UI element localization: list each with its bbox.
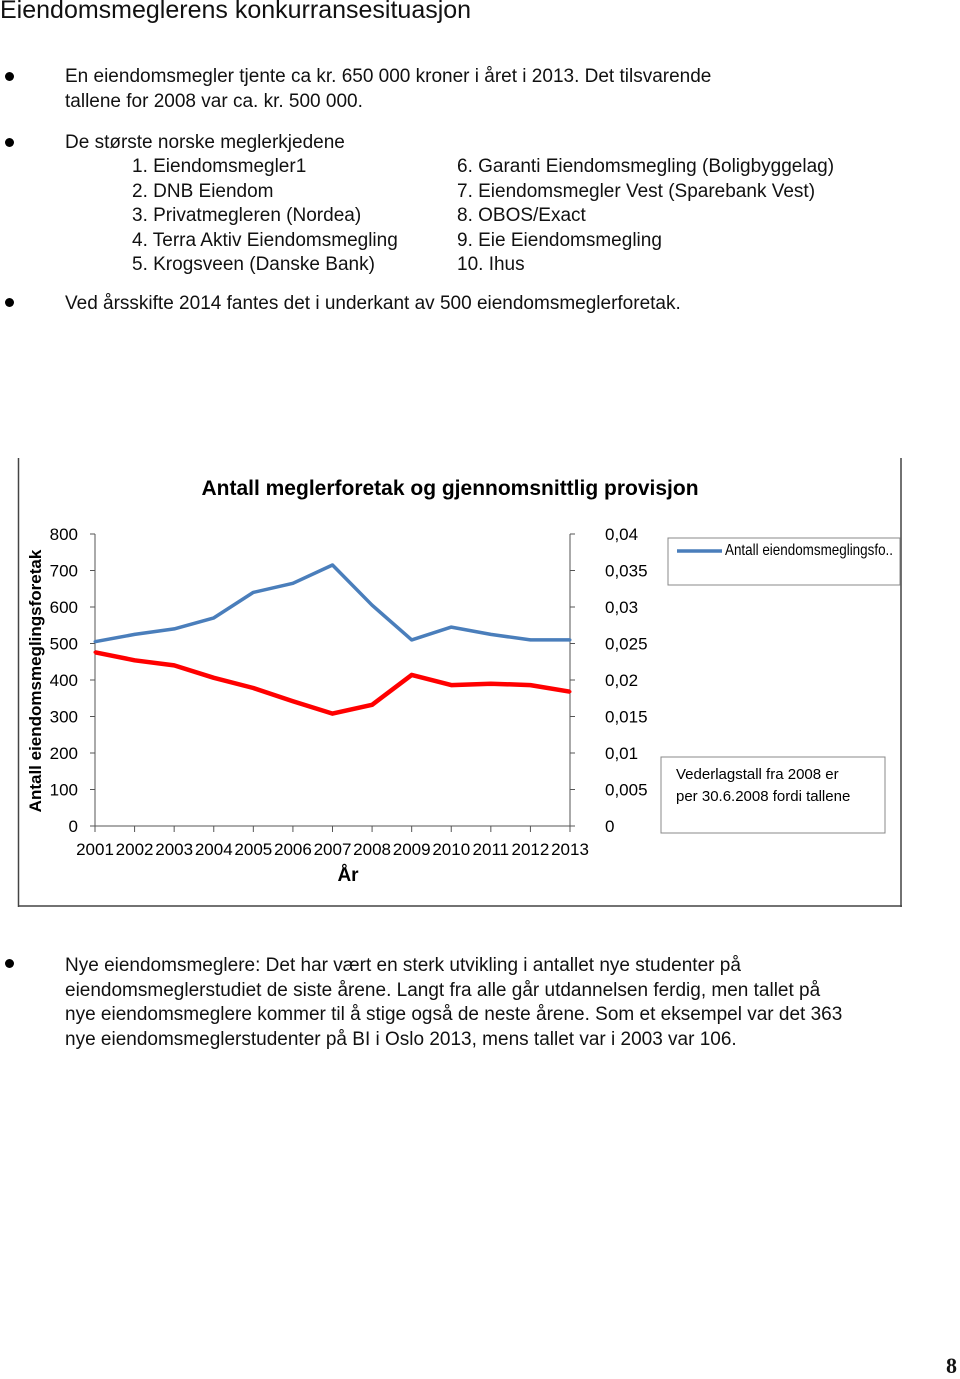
data-point bbox=[94, 640, 97, 643]
y-tick-label: 600 bbox=[49, 598, 78, 617]
data-point bbox=[133, 659, 136, 662]
list-item: 5. Krogsveen (Danske Bank) bbox=[132, 254, 375, 275]
data-point bbox=[489, 633, 492, 636]
data-point bbox=[529, 684, 532, 687]
y2-tick-label: 0,015 bbox=[605, 707, 648, 727]
legend-label: Antall eiendomsmeglingsfo.. bbox=[725, 542, 893, 559]
list-item: 4. Terra Aktiv Eiendomsmegling bbox=[132, 229, 398, 251]
chart-legend bbox=[668, 538, 900, 585]
data-point bbox=[94, 651, 97, 654]
y-tick-label: 100 bbox=[49, 780, 78, 800]
y-tick-label: 400 bbox=[49, 671, 78, 690]
y-tick-label: 700 bbox=[49, 561, 78, 581]
data-point bbox=[371, 604, 374, 607]
x-tick-label: 2012 bbox=[511, 840, 550, 859]
list-item: 9. Eie Eiendomsmegling bbox=[457, 229, 662, 251]
y-tick-label: 200 bbox=[49, 744, 78, 763]
list-item: 8. OBOS/Exact bbox=[457, 205, 586, 226]
earnings-line-1: En eiendomsmegler tjente ca kr. 650 000 kroner i året i 2013. Det tilsvarende bbox=[65, 66, 712, 87]
line-chart bbox=[18, 458, 902, 907]
data-point bbox=[450, 626, 453, 629]
y2-tick-label: 0,01 bbox=[605, 744, 639, 763]
y-tick-label: 0 bbox=[68, 817, 78, 836]
annotation-line-2: per 30.6.2008 fordi tallene bbox=[676, 788, 851, 805]
chains-list-left bbox=[132, 155, 398, 278]
y-tick-label: 500 bbox=[49, 634, 78, 654]
page-number: 8 bbox=[946, 1353, 957, 1378]
x-tick-label: 2003 bbox=[155, 840, 194, 859]
list-item: 7. Eiendomsmegler Vest (Sparebank Vest) bbox=[457, 180, 816, 202]
chart-annotation bbox=[661, 757, 885, 833]
x-tick-label: 2002 bbox=[115, 840, 154, 859]
chart-container bbox=[18, 458, 902, 907]
data-point bbox=[291, 700, 294, 703]
y2-tick-label: 0,035 bbox=[605, 561, 648, 581]
data-point bbox=[212, 616, 215, 619]
data-point bbox=[252, 687, 255, 690]
bullet-marker bbox=[5, 959, 14, 968]
x-tick-label: 2013 bbox=[551, 840, 589, 859]
y-axis-label: Antall eiendomsmeglingsforetak bbox=[26, 549, 45, 813]
new-agents-line-4: nye eiendomsmeglerstudenter på BI i Oslo 2013, mens tallet var i 2003 var 106. bbox=[65, 1028, 737, 1050]
data-point bbox=[331, 564, 334, 567]
y2-tick-label: 0 bbox=[605, 817, 615, 836]
bullet-marker bbox=[5, 298, 14, 307]
page-title: Eiendomsmeglerens konkurransesituasjon bbox=[0, 0, 472, 24]
earnings-line-2: tallene for 2008 var ca. kr. 500 000. bbox=[65, 90, 363, 112]
x-axis-label: År bbox=[337, 865, 359, 886]
chains-list-right bbox=[457, 155, 834, 278]
data-point bbox=[133, 633, 136, 636]
x-tick-label: 2009 bbox=[392, 840, 431, 859]
x-tick-label: 2010 bbox=[432, 840, 471, 859]
data-point bbox=[489, 682, 492, 685]
bullet-marker bbox=[5, 72, 14, 81]
series-line-2 bbox=[95, 652, 570, 713]
bullet-marker bbox=[5, 138, 14, 147]
x-tick-label: 2004 bbox=[194, 840, 233, 859]
data-point bbox=[450, 684, 453, 687]
new-agents-paragraph bbox=[65, 954, 842, 1052]
data-point bbox=[371, 703, 374, 706]
y2-tick-label: 0,005 bbox=[605, 780, 648, 800]
annotation-line-1: Vederlagstall fra 2008 er bbox=[676, 766, 839, 783]
list-item: 10. Ihus bbox=[457, 254, 525, 275]
list-item: 6. Garanti Eiendomsmegling (Boligbyggelag) bbox=[457, 156, 835, 177]
x-tick-label: 2008 bbox=[353, 840, 391, 859]
series-line-1 bbox=[95, 565, 570, 642]
chart-title: Antall meglerforetak og gjennomsnittlig provisjon bbox=[201, 477, 699, 500]
list-item: 3. Privatmegleren (Nordea) bbox=[132, 205, 362, 226]
data-point bbox=[529, 638, 532, 641]
earnings-paragraph bbox=[65, 65, 711, 114]
y2-tick-label: 0,03 bbox=[605, 598, 639, 617]
x-tick-label: 2005 bbox=[234, 840, 273, 859]
y2-tick-label: 0,025 bbox=[605, 634, 648, 654]
x-tick-label: 2006 bbox=[274, 840, 312, 859]
data-point bbox=[212, 676, 215, 679]
firm-count-paragraph: Ved årsskifte 2014 fantes det i underkant av 500 eiendomsmeglerforetak. bbox=[65, 293, 681, 314]
data-point bbox=[173, 627, 176, 630]
list-item: 2. DNB Eiendom bbox=[132, 180, 274, 202]
new-agents-line-1: Nye eiendomsmeglere: Det har vært en sterk utvikling i antallet nye studenter på bbox=[65, 955, 741, 976]
y2-tick-label: 0,02 bbox=[605, 671, 639, 690]
new-agents-line-2: eiendomsmeglerstudiet de siste årene. Langt fra alle går utdannelsen ferdig, men tallet på bbox=[65, 979, 821, 1001]
x-tick-label: 2011 bbox=[472, 840, 510, 859]
data-point bbox=[569, 690, 572, 693]
y-tick-label: 300 bbox=[49, 707, 78, 727]
x-tick-label: 2007 bbox=[313, 840, 352, 859]
chains-heading: De største norske meglerkjedene bbox=[65, 132, 345, 153]
data-point bbox=[291, 582, 294, 585]
list-item: 1. Eiendomsmegler1 bbox=[132, 156, 307, 177]
data-point bbox=[252, 591, 255, 594]
new-agents-line-3: nye eiendomsmeglere kommer til å stige også de neste årene. Som et eksempel var det 363 bbox=[65, 1004, 843, 1025]
data-point bbox=[410, 638, 413, 641]
y-tick-label: 800 bbox=[49, 525, 78, 544]
data-point bbox=[173, 664, 176, 667]
x-tick-label: 2001 bbox=[76, 840, 114, 859]
data-point bbox=[331, 712, 334, 715]
data-point bbox=[410, 673, 413, 676]
data-point bbox=[569, 638, 572, 641]
y2-tick-label: 0,04 bbox=[605, 525, 639, 544]
